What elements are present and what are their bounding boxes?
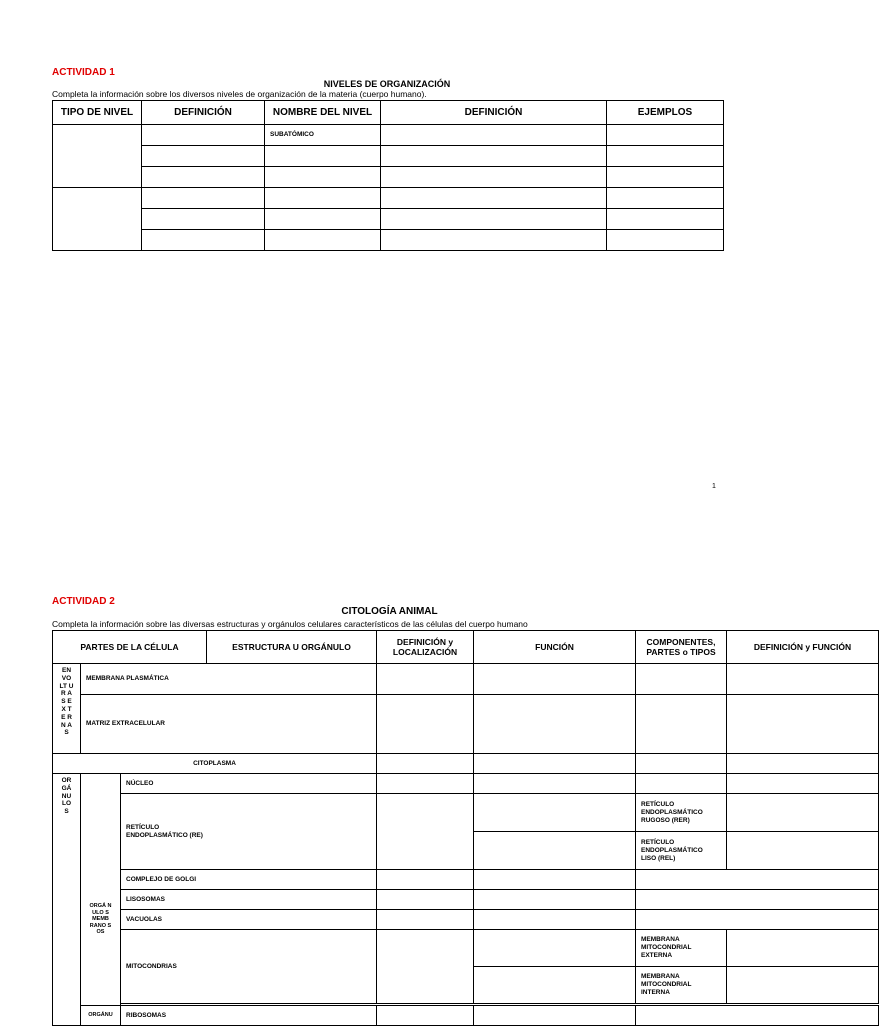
activity-2-label: ACTIVIDAD 2 (52, 596, 115, 607)
cell[interactable] (142, 146, 265, 167)
membrana-externa-text: MEMBRANA MITOCONDRIAL EXTERNA (641, 936, 692, 959)
header-definicion-funcion: DEFINICIÓN y FUNCIÓN (727, 631, 879, 664)
header-definicion-2: DEFINICIÓN (381, 101, 607, 125)
membranosos-text: ORGÁ NULO S MEMB RANO SOS (89, 903, 112, 936)
cell[interactable] (377, 695, 474, 754)
cell[interactable] (377, 774, 474, 794)
rer-text: RETÍCULO ENDOPLASMÁTICO RUGOSO (RER) (641, 800, 703, 824)
header-ejemplos: EJEMPLOS (607, 101, 724, 125)
header-partes-celula: PARTES DE LA CÉLULA (53, 631, 207, 664)
header-componentes: COMPONENTES, PARTES o TIPOS (636, 631, 727, 664)
cell[interactable] (381, 146, 607, 167)
level-subatomico: SUBATÓMICO (265, 125, 381, 146)
membrana-plasmatica-label: MEMBRANA PLASMÁTICA (81, 664, 377, 695)
cell[interactable] (265, 209, 381, 230)
cell[interactable] (142, 167, 265, 188)
membrana-interna-label (636, 967, 727, 1004)
cell[interactable] (607, 230, 724, 251)
organu-label: ORGÁNU (81, 1006, 121, 1026)
cell[interactable] (377, 794, 474, 870)
citoplasma-label: CITOPLASMA (53, 754, 377, 774)
lisosomas-label: LISOSOMAS (121, 890, 377, 910)
cell[interactable] (727, 967, 879, 1004)
cell[interactable] (607, 146, 724, 167)
cell[interactable] (474, 890, 636, 910)
cell[interactable] (474, 910, 636, 930)
cell[interactable] (636, 664, 727, 695)
header-definicion: DEFINICIÓN (142, 101, 265, 125)
cell[interactable] (381, 230, 607, 251)
cell[interactable] (377, 870, 474, 890)
cell[interactable] (474, 1006, 636, 1026)
cell[interactable] (474, 774, 636, 794)
cell[interactable] (636, 754, 727, 774)
cell[interactable] (142, 188, 265, 209)
cell[interactable] (636, 870, 879, 890)
cell[interactable] (474, 664, 636, 695)
cell[interactable] (636, 890, 879, 910)
cell[interactable] (377, 930, 474, 1004)
cell[interactable] (607, 125, 724, 146)
cell[interactable] (636, 1006, 879, 1026)
cell[interactable] (727, 930, 879, 967)
cytology-table (52, 630, 879, 1026)
cell[interactable] (377, 1006, 474, 1026)
header-funcion: FUNCIÓN (474, 631, 636, 664)
cell[interactable] (607, 188, 724, 209)
cell[interactable] (636, 910, 879, 930)
page-number: 1 (712, 483, 716, 490)
membrana-externa-label (636, 930, 727, 967)
nucleo-label: NÚCLEO (121, 774, 377, 794)
cell[interactable] (727, 774, 879, 794)
ribosomas-label: RIBOSOMAS (121, 1006, 377, 1026)
cell[interactable] (474, 967, 636, 1004)
cell[interactable] (377, 754, 474, 774)
cell[interactable] (142, 125, 265, 146)
cell[interactable] (727, 695, 879, 754)
cell[interactable] (474, 930, 636, 967)
cell[interactable] (607, 209, 724, 230)
activity-1-label: ACTIVIDAD 1 (52, 67, 115, 78)
cell[interactable] (265, 188, 381, 209)
cell[interactable] (381, 188, 607, 209)
vacuolas-label: VACUOLAS (121, 910, 377, 930)
cell[interactable] (142, 209, 265, 230)
cell-tipo-1[interactable] (53, 125, 142, 188)
cell[interactable] (474, 695, 636, 754)
cell[interactable] (474, 832, 636, 870)
cell[interactable] (474, 870, 636, 890)
reticulo-text: RETÍCULO ENDOPLASMÁTICO (RE) (126, 823, 203, 839)
cell[interactable] (265, 167, 381, 188)
rel-label (636, 832, 727, 870)
cell[interactable] (265, 146, 381, 167)
cell[interactable] (381, 209, 607, 230)
golgi-label: COMPLEJO DE GOLGI (121, 870, 377, 890)
organulos-text: OR GÁ NU LO S (61, 777, 72, 816)
envolturas-text: EN VO LT UR AS EX TE RN AS (59, 667, 74, 737)
cell[interactable] (727, 754, 879, 774)
reticulo-label (121, 794, 377, 870)
page1-instruction: Completa la información sobre los diversos niveles de organización de la materia (cuerpo humano). (52, 89, 427, 99)
cell[interactable] (381, 167, 607, 188)
cell[interactable] (727, 832, 879, 870)
cell[interactable] (636, 695, 727, 754)
cell-tipo-2[interactable] (53, 188, 142, 251)
envolturas-externas-label (53, 664, 81, 754)
rel-text: RETÍCULO ENDOPLASMÁTICO LISO (REL) (641, 838, 703, 862)
organulos-label (53, 774, 81, 1026)
page1-title: NIVELES DE ORGANIZACIÓN (323, 79, 451, 89)
cell[interactable] (636, 774, 727, 794)
rer-label (636, 794, 727, 832)
header-estructura: ESTRUCTURA U ORGÁNULO (207, 631, 377, 664)
mitocondrias-label: MITOCONDRIAS (121, 930, 377, 1004)
cell[interactable] (377, 910, 474, 930)
cell[interactable] (381, 125, 607, 146)
cell[interactable] (377, 890, 474, 910)
cell[interactable] (265, 230, 381, 251)
header-tipo-nivel: TIPO DE NIVEL (53, 101, 142, 125)
cell[interactable] (727, 664, 879, 695)
cell[interactable] (727, 794, 879, 832)
membrana-interna-text: MEMBRANA MITOCONDRIAL INTERNA (641, 973, 692, 996)
matriz-extracelular-label: MATRIZ EXTRACELULAR (81, 695, 377, 754)
page2-instruction: Completa la información sobre las diversas estructuras y orgánulos celulares característicos de las células del cuerpo humano (52, 619, 528, 629)
organulos-membranosos-label (81, 774, 121, 1006)
cell[interactable] (474, 794, 636, 832)
cell[interactable] (377, 664, 474, 695)
header-definicion-localizacion: DEFINICIÓN y LOCALIZACIÓN (377, 631, 474, 664)
cell[interactable] (474, 754, 636, 774)
header-nombre-nivel: NOMBRE DEL NIVEL (265, 101, 381, 125)
page2-title: CITOLOGÍA ANIMAL (341, 606, 438, 617)
cell[interactable] (607, 167, 724, 188)
cell[interactable] (142, 230, 265, 251)
levels-table (52, 100, 724, 251)
